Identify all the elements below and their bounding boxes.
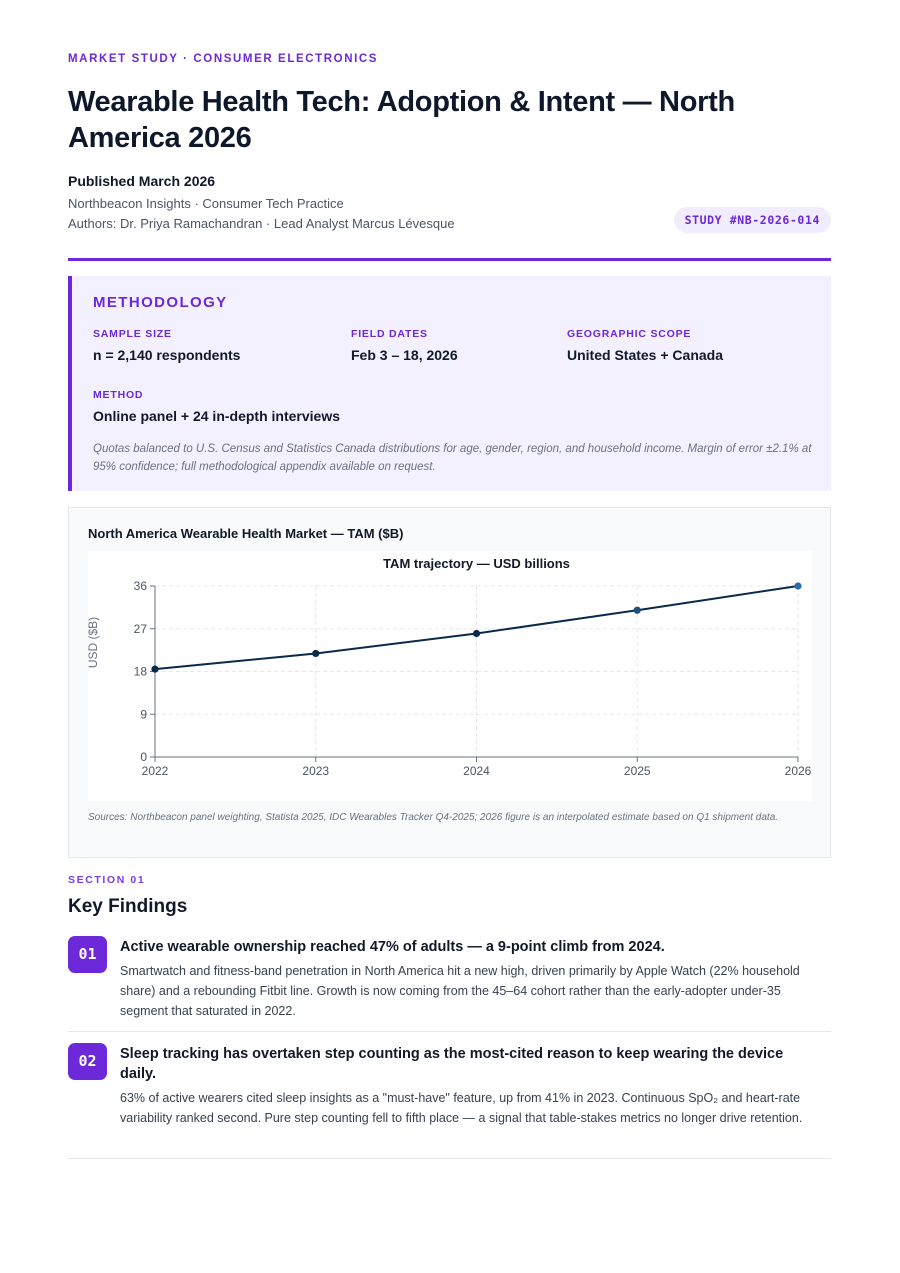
chart-title: TAM trajectory — USD billions <box>383 556 570 571</box>
sample-size-label: SAMPLE SIZE <box>93 328 172 340</box>
finding-item <box>68 936 831 1032</box>
finding-body: Smartwatch and fitness-band penetration in North America hit a new high, driven primarily by Apple Watch (22% household share) and a rebounding Fitbit line. Growth is now coming from the 45–64 cohort rather than the early-adopter under-35 segment that saturated in 2022. <box>120 964 800 1018</box>
data-point <box>634 607 641 614</box>
finding-title: Active wearable ownership reached 47% of adults — a 9-point climb from 2024. <box>120 939 665 955</box>
y-tick-label: 18 <box>133 664 147 679</box>
y-tick-label: 27 <box>133 621 147 636</box>
data-point <box>794 582 801 589</box>
org-line: Northbeacon Insights · Consumer Tech Practice <box>68 196 344 211</box>
x-tick-label: 2026 <box>784 764 812 778</box>
method-label: METHOD <box>93 389 144 401</box>
header-divider <box>68 258 831 261</box>
section-eyebrow: SECTION 01 <box>68 874 146 886</box>
finding-item <box>68 1043 831 1159</box>
data-point <box>473 630 480 637</box>
report-title: Wearable Health Tech: Adoption & Intent — North America 2026 <box>68 86 735 154</box>
methodology-panel <box>68 276 831 491</box>
finding-body: 63% of active wearers cited sleep insights as a "must-have" feature, up from 41% in 2023. Continuous SpO₂ and heart-rate variability ranked second. Pure step counting fell to fifth place — a signal that table-stakes metrics no longer drive retention. <box>120 1091 803 1125</box>
y-axis-label: USD ($B) <box>86 616 100 669</box>
finding-title: Sleep tracking has overtaken step counting as the most-cited reason to keep wearing the device daily. <box>120 1046 784 1082</box>
sample-size-value: n = 2,140 respondents <box>93 347 241 363</box>
data-point <box>312 650 319 657</box>
field-dates-label: FIELD DATES <box>351 328 428 340</box>
x-tick-label: 2024 <box>463 764 490 778</box>
data-point <box>151 666 158 673</box>
study-id-badge: STUDY #NB-2026-014 <box>674 207 831 233</box>
y-tick-label: 0 <box>140 750 147 764</box>
field-dates-value: Feb 3 – 18, 2026 <box>351 347 458 363</box>
geographic-scope-label: GEOGRAPHIC SCOPE <box>567 328 692 340</box>
y-tick-label: 9 <box>140 707 147 722</box>
x-tick-label: 2022 <box>141 764 169 778</box>
y-tick-label: 36 <box>133 579 147 593</box>
report-eyebrow: MARKET STUDY · CONSUMER ELECTRONICS <box>68 53 379 65</box>
chart-area <box>88 551 812 801</box>
chart-card-title: North America Wearable Health Market — TAM ($B) <box>88 526 404 541</box>
x-tick-label: 2023 <box>302 764 330 778</box>
section-title: Key Findings <box>68 896 188 917</box>
chart-source-note: Sources: Northbeacon panel weighting, Statista 2025, IDC Wearables Tracker Q4-2025; 2026 figure is an interpolated estimate based on Q1 shipment data. <box>88 812 779 823</box>
methodology-heading: METHODOLOGY <box>93 294 228 311</box>
authors-line: Authors: Dr. Priya Ramachandran · Lead Analyst Marcus Lévesque <box>68 216 455 231</box>
geographic-scope-value: United States + Canada <box>567 347 723 363</box>
tam-line-chart <box>88 551 812 801</box>
finding-number-badge: 01 <box>68 936 107 973</box>
published-date: Published March 2026 <box>68 173 216 189</box>
tam-chart-card <box>68 507 831 858</box>
x-tick-label: 2025 <box>623 764 651 778</box>
method-value: Online panel + 24 in-depth interviews <box>93 408 341 424</box>
finding-number-badge: 02 <box>68 1043 107 1080</box>
methodology-note: Quotas balanced to U.S. Census and Statistics Canada distributions for age, gender, region, and household income. Margin of error ±2.1% at 95% confidence; full methodological appendix available on request. <box>93 443 812 473</box>
